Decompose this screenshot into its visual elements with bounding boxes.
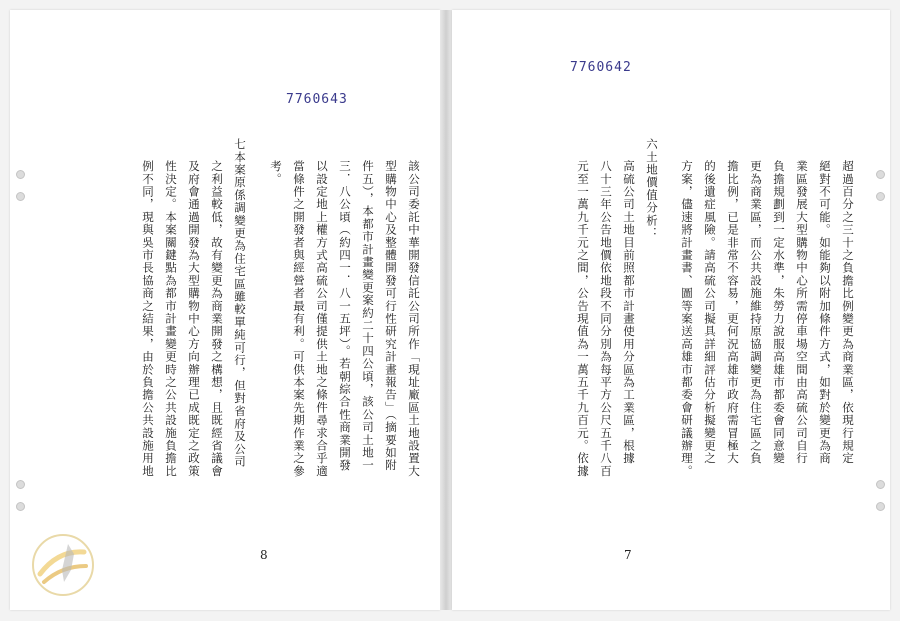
binding-hole: [876, 480, 885, 489]
right-page: [452, 10, 890, 610]
text-column: 絕對不可能。如能夠以附加條件方式，如對於變更為商: [818, 160, 832, 465]
binding-hole: [16, 170, 25, 179]
document-stamp-number: 7760642: [570, 60, 632, 75]
text-column: 高硫公司土地目前照都市計畫使用分區為工業區，根據: [622, 160, 636, 465]
text-column: 考。: [269, 160, 283, 186]
binding-hole: [876, 192, 885, 201]
text-column: 負擔規劃到一定水準，朱勞力說服高雄市都委會同意變: [772, 160, 786, 465]
archive-logo-icon: [28, 530, 98, 600]
text-column: 的後遺症風險。請高硫公司擬具詳細評估分析擬變更之: [703, 160, 717, 465]
binding-hole: [16, 192, 25, 201]
text-column: 業區發展大型購物中心所需停車場空間由高硫公司自行: [795, 160, 809, 465]
section-heading-column: 七本案原係調變更為住宅區雖較單純可行，但對省府及公司: [233, 138, 247, 469]
page-number: 7: [624, 548, 632, 562]
text-column: 型購物中心及整體開發可行性研究計畫報告」（摘要如附: [384, 160, 398, 472]
document-stamp-number: 7760643: [286, 92, 348, 107]
binding-hole: [16, 480, 25, 489]
left-page: [10, 10, 440, 610]
binding-hole: [876, 502, 885, 511]
section-heading-column: 六土地價值分析：: [645, 138, 659, 240]
text-column: 及府會通過開發為大型購物中心方向辦理已成既定之政策: [187, 160, 201, 478]
text-column: 超過百分之三十之負擔比例變更為商業區，依現行規定: [841, 160, 855, 465]
text-column: 該公司委託中華開發信託公司所作「現址廠區土地設置大: [407, 160, 421, 478]
text-column: 件五），本都市計畫變更案約二十四公頃，該公司土地一: [361, 160, 375, 472]
text-column: 之利益較低，故有變更為商業開發之構想，且既經省議會: [210, 160, 224, 478]
book-gutter: [440, 10, 452, 610]
text-column: 性決定。本案關鍵點為都市計畫變更時之公共設施負擔比: [164, 160, 178, 478]
text-column: 元至一萬九千元之間，公告現值為一萬五千九百元。依據: [576, 160, 590, 478]
text-column: 三．八公頃（約四一．八一五坪）。若朝綜合性商業開發: [338, 160, 352, 472]
binding-hole: [16, 502, 25, 511]
page-number: 8: [260, 548, 268, 562]
binding-hole: [876, 170, 885, 179]
text-column: 例不同，現與吳市長協商之結果，由於負擔公共設施用地: [141, 160, 155, 478]
text-column: 擔比例，已是非常不容易，更何況高雄市政府需冒極大: [726, 160, 740, 465]
text-column: 當條件之開發者與經營者最有利。可供本案先期作業之參: [292, 160, 306, 478]
text-column: 更為商業區，而公共設施維持原協調變更為住宅區之負: [749, 160, 763, 465]
text-column: 方案，儘速將計畫書、圖等案送高雄市都委會研議辦理。: [680, 160, 694, 478]
text-column: 八十三年公告地價依地段不同分別為每平方公尺五千八百: [599, 160, 613, 478]
text-column: 以設定地上權方式高硫公司僅提供土地之條件尋求合乎適: [315, 160, 329, 478]
